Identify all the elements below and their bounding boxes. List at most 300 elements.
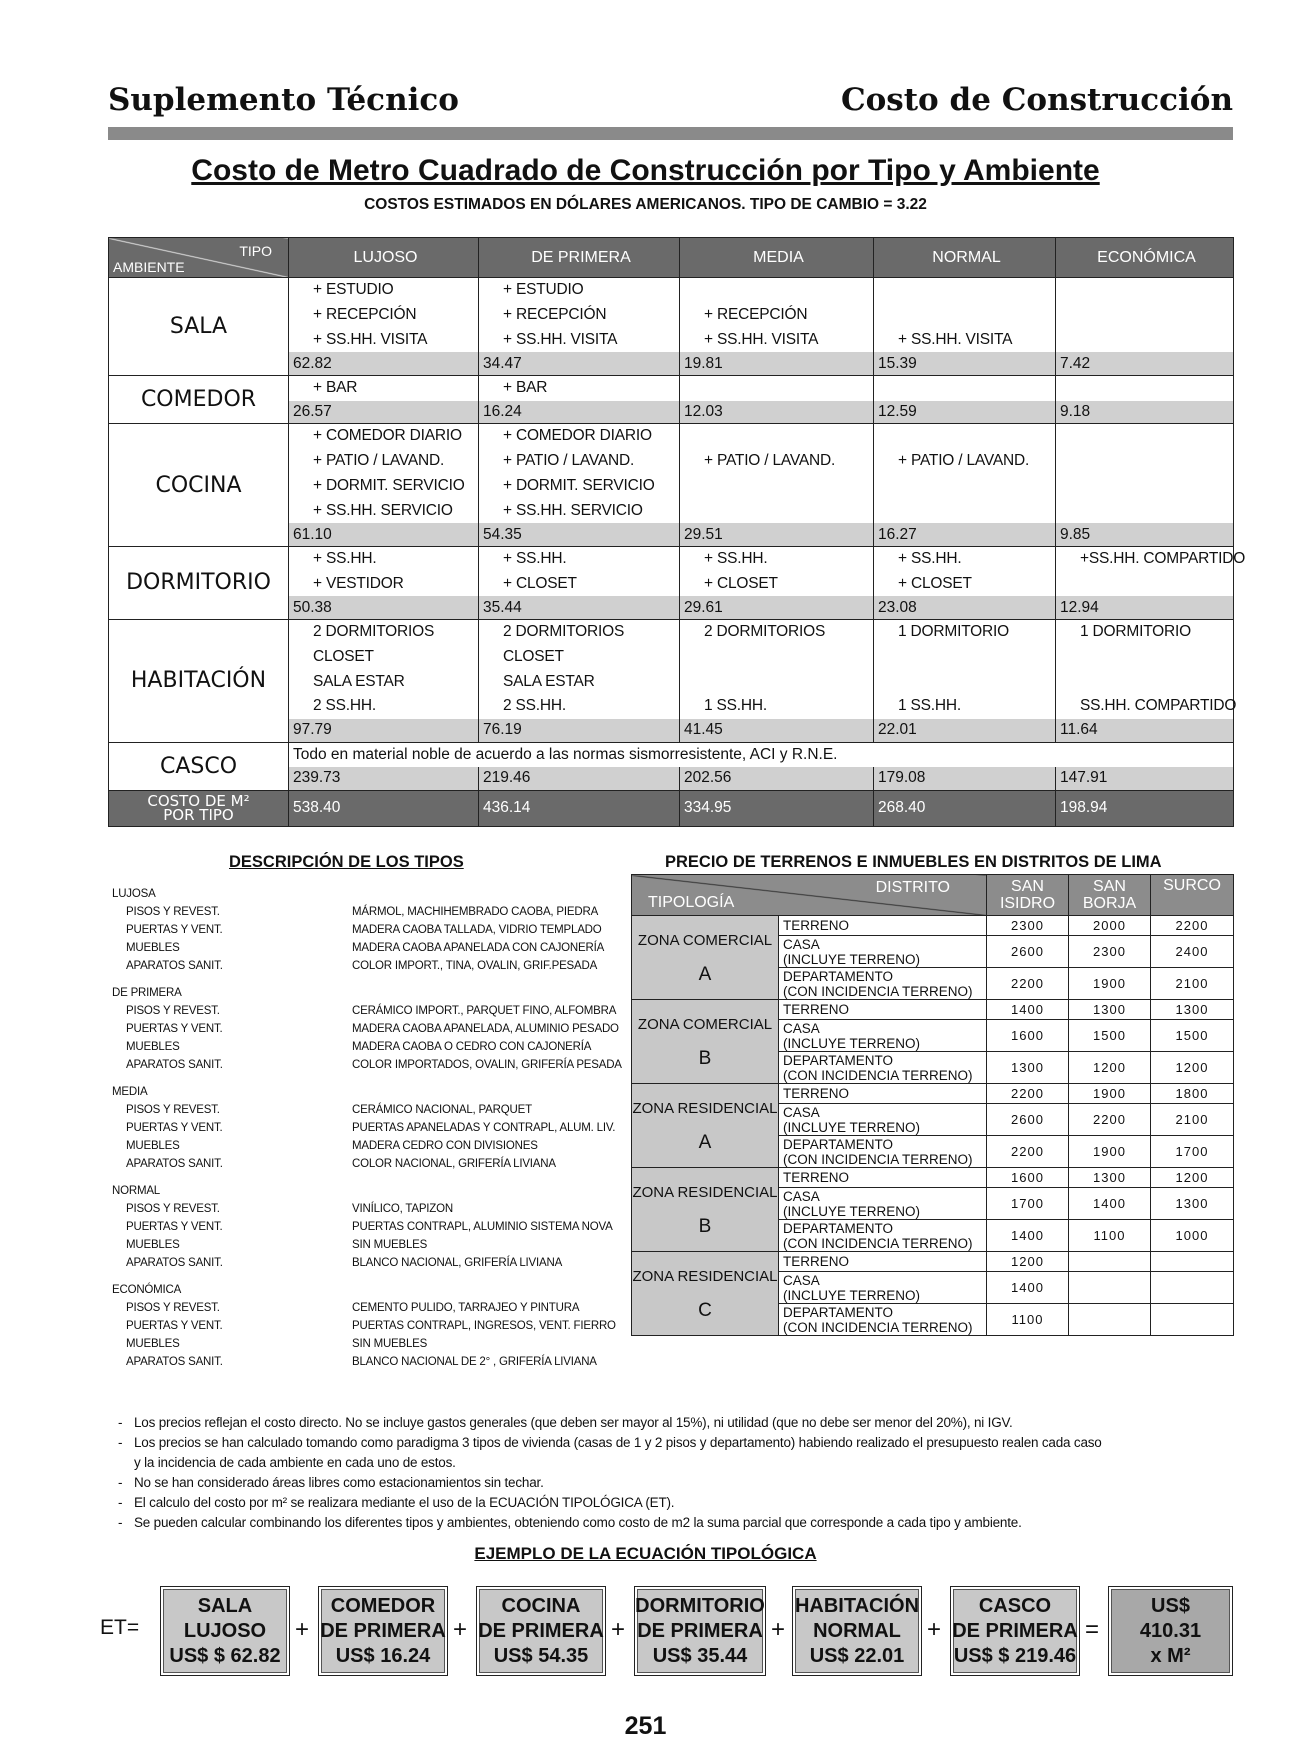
equation-term-line: DE PRIMERA [320,1620,446,1642]
item-line [1056,474,1233,499]
typology-line: CASA [783,1104,820,1120]
note-item: - Los precios reflejan el costo directo. No se incluye gastos generales (que deben ser mayor al 15%), ni utilidad (que no debe ser menor del 20%), ni IGV. [118,1415,1013,1430]
item-line [874,303,1055,328]
desc-value: CERÁMICO NACIONAL, PARQUET [352,1104,532,1116]
ambiente-row [109,619,1234,719]
desc-value: BLANCO NACIONAL, GRIFERÍA LIVIANA [352,1257,563,1269]
item-line [874,474,1055,499]
typology-line: (CON INCIDENCIA TERRENO) [783,1235,973,1251]
item-cell [479,278,680,353]
typology-label [779,936,987,968]
typology-label [779,1220,987,1252]
desc-value: SIN MUEBLES [352,1239,428,1251]
desc-key: APARATOS SANIT. [126,960,223,972]
item-line: + SS.HH. SERVICIO [503,501,643,519]
typology-line: (INCLUYE TERRENO) [783,1287,921,1303]
value-cell: 179.08 [874,767,1056,790]
item-cell [289,619,479,719]
item-line: + PATIO / LAVAND. [503,451,635,469]
item-line: + COMEDOR DIARIO [313,427,462,445]
price-cell: 1300 [1151,1000,1234,1020]
value-cell: 50.38 [289,596,479,619]
price-cell: 2100 [1151,968,1234,1000]
desc-value: PUERTAS APANELADAS Y CONTRAPL, ALUM. LIV. [352,1122,616,1134]
price-cell [1069,1272,1151,1304]
typology-label [779,1168,987,1188]
value-cell: 15.39 [874,352,1056,375]
item-line: + SS.HH. [898,549,962,567]
desc-value: COLOR IMPORTADOS, OVALIN, GRIFERÍA PESADA [352,1059,622,1071]
price-cell: 2000 [1069,916,1151,936]
typology-label [779,1188,987,1220]
zone-letter: B [698,1047,712,1069]
item-line: 2 SS.HH. [503,697,567,715]
price-cell: 1200 [1151,1168,1234,1188]
item-line: 1 SS.HH. [898,697,962,715]
typology-line: TERRENO [783,1254,850,1269]
value-cell: 54.35 [479,523,680,546]
note-item: - Se pueden calcular combinando los diferentes tipos y ambientes, obteniendo como costo de m2 la suma parcial que corresponde a cada tipo y ambiente. [118,1515,1022,1530]
price-cell: 2200 [1069,1104,1151,1136]
value-cell: 16.27 [874,523,1056,546]
plus-sign: + [927,1616,942,1643]
typology-line: (INCLUYE TERRENO) [783,1035,921,1051]
ambiente-name: COMEDOR [109,375,289,423]
zone-name: ZONA COMERCIAL [637,1015,773,1033]
value-cell: 29.51 [680,523,874,546]
typology-label [779,968,987,1000]
equation-term-line: CASCO [978,1595,1052,1617]
district-header: SAN ISIDRO [987,875,1069,916]
item-line [1056,303,1233,328]
equation-term [318,1586,448,1676]
casco-description: Todo en material noble de acuerdo a las normas sismorresistente, ACI y R.N.E. [289,742,1234,767]
item-line: + CLOSET [503,574,577,592]
equation-term-line: US$ 22.01 [809,1645,905,1667]
item-line: + CLOSET [704,574,778,592]
equation-term-line: US$ 35.44 [652,1645,748,1667]
desc-row [112,1002,632,1020]
type-descriptions [112,885,632,1380]
typology-line: (INCLUYE TERRENO) [783,1119,921,1135]
value-cell: 9.85 [1056,523,1234,546]
item-cell [680,375,874,400]
item-line: + SS.HH. [503,549,567,567]
desc-row [112,1020,632,1038]
equation-term-line: NORMAL [813,1620,901,1642]
item-line [874,670,1055,695]
item-cell [479,375,680,400]
item-line [874,424,1055,449]
typology-line: TERRENO [783,1170,850,1185]
equation-term-line: DE PRIMERA [637,1620,763,1642]
item-line [680,376,873,401]
zone-cell [632,1168,779,1252]
price-cell: 1200 [1151,1052,1234,1084]
value-cell: 61.10 [289,523,479,546]
item-line: +SS.HH. COMPARTIDO [1080,549,1246,567]
desc-group-name: MEDIA [112,1086,148,1098]
item-line [680,424,873,449]
item-line: 1 SS.HH. [704,697,768,715]
zone-letter: A [698,963,712,985]
value-cell: 9.18 [1056,401,1234,424]
item-cell [680,278,874,353]
item-line: 2 SS.HH. [313,697,377,715]
zone-name: ZONA COMERCIAL [637,931,773,949]
desc-value: SIN MUEBLES [352,1338,428,1350]
page-number: 251 [624,1712,667,1740]
typology-line: TERRENO [783,1086,850,1101]
desc-row [112,1056,632,1074]
corner-tipo: TIPO [239,243,272,259]
typology-line: DEPARTAMENTO [783,1220,894,1236]
corner-distrito: DISTRITO [875,879,950,896]
ambiente-name: COCINA [109,424,289,547]
item-line: 2 DORMITORIOS [313,622,435,640]
desc-value: COLOR NACIONAL, GRIFERÍA LIVIANA [352,1158,556,1170]
price-cell: 1300 [1151,1188,1234,1220]
price-cell: 1000 [1151,1220,1234,1252]
item-line [1056,499,1233,524]
typology-line: CASA [783,1188,820,1204]
desc-row [112,1101,632,1119]
note-item: y la incidencia de cada ambiente en cada uno de estos. [134,1455,456,1470]
price-cell: 1600 [987,1020,1069,1052]
item-line: + COMEDOR DIARIO [503,427,652,445]
terr-row [632,1168,1234,1188]
corner-tipologia: TIPOLOGÍA [648,894,735,911]
item-line [1056,449,1233,474]
desc-value: PUERTAS CONTRAPL, INGRESOS, VENT. FIERRO [352,1320,616,1332]
item-line: CLOSET [503,647,564,665]
desc-key: PUERTAS Y VENT. [126,1023,223,1035]
zone-name: ZONA RESIDENCIAL [632,1099,778,1117]
district-header: SAN BORJA [1069,875,1151,916]
equation-term-line: COMEDOR [330,1595,436,1617]
item-cell [680,619,874,719]
item-line: + SS.HH. VISITA [503,330,618,348]
desc-group [112,1281,632,1371]
typology-line: DEPARTAMENTO [783,1052,894,1068]
item-line: + SS.HH. VISITA [313,330,428,348]
desc-key: APARATOS SANIT. [126,1257,223,1269]
price-cell: 2600 [987,1104,1069,1136]
item-line [680,645,873,670]
zone-name: ZONA RESIDENCIAL [632,1267,778,1285]
desc-key: PISOS Y REVEST. [126,1104,220,1116]
item-line: + SS.HH. [313,549,377,567]
value-cell: 239.73 [289,767,479,790]
price-cell: 1700 [1151,1136,1234,1168]
equation-term-line: LUJOSO [183,1620,267,1642]
item-line [1056,572,1233,597]
item-cell [479,546,680,596]
land-price-table [631,874,1234,1336]
plus-sign: + [611,1616,626,1643]
desc-key: MUEBLES [126,942,180,954]
item-line [680,670,873,695]
desc-value: MÁRMOL, MACHIHEMBRADO CAOBA, PIEDRA [352,906,599,918]
value-cell: 76.19 [479,719,680,742]
desc-key: PISOS Y REVEST. [126,1302,220,1314]
zone-letter: B [698,1215,712,1237]
item-cell [289,278,479,353]
desc-row [112,1137,632,1155]
value-cell: 219.46 [479,767,680,790]
item-line [1056,645,1233,670]
equation-term [160,1586,290,1676]
equation-term-line: DE PRIMERA [952,1620,1078,1642]
desc-value: MADERA CAOBA APANELADA CON CAJONERÍA [352,942,605,954]
desc-group [112,885,632,975]
typology-line: (INCLUYE TERRENO) [783,1203,921,1219]
desc-title: DESCRIPCIÓN DE LOS TIPOS [229,853,464,871]
price-cell [1151,1304,1234,1336]
price-cell: 1400 [987,1272,1069,1304]
ambiente-name: DORMITORIO [109,546,289,619]
total-cell: 334.95 [680,790,874,826]
total-row [109,790,1234,826]
ambiente-name: CASCO [109,742,289,790]
desc-row [112,1038,632,1056]
desc-key: MUEBLES [126,1140,180,1152]
desc-row [112,939,632,957]
price-cell: 1500 [1151,1020,1234,1052]
item-line: + BAR [503,378,548,396]
item-cell [874,278,1056,353]
total-label-line: COSTO DE M² [147,792,250,811]
total-label-line: POR TIPO [163,806,234,825]
typology-line: CASA [783,1020,820,1036]
value-cell: 11.64 [1056,719,1234,742]
item-line: + SS.HH. VISITA [898,330,1013,348]
typology-line: CASA [783,1272,820,1288]
item-cell [1056,546,1246,596]
item-line: + SS.HH. [704,549,768,567]
equals-sign: = [1085,1616,1100,1643]
typology-label [779,1272,987,1304]
desc-value: COLOR IMPORT., TINA, OVALIN, GRIF.PESADA [352,960,598,972]
price-cell: 2200 [1151,916,1234,936]
item-line: SALA ESTAR [313,672,405,690]
desc-group [112,1083,632,1173]
price-cell: 1200 [987,1252,1069,1272]
desc-value: MADERA CAOBA O CEDRO CON CAJONERÍA [352,1041,592,1053]
ambiente-row [109,375,1234,400]
item-line [1056,424,1233,449]
item-cell [680,546,874,596]
item-line: + RECEPCIÓN [313,305,417,323]
price-cell: 2400 [1151,936,1234,968]
desc-key: PUERTAS Y VENT. [126,1122,223,1134]
equation-prefix: ET= [100,1616,140,1639]
price-cell: 1700 [987,1188,1069,1220]
total-label [109,790,289,826]
desc-row [112,1299,632,1317]
value-cell: 35.44 [479,596,680,619]
value-cell: 7.42 [1056,352,1234,375]
total-cell: 436.14 [479,790,680,826]
price-cell: 1400 [987,1000,1069,1020]
typology-label [779,1136,987,1168]
value-cell: 34.47 [479,352,680,375]
price-cell: 2100 [1151,1104,1234,1136]
price-cell: 2200 [987,1084,1069,1104]
typology-label [779,916,987,936]
zone-cell [632,1000,779,1084]
item-line: SALA ESTAR [503,672,595,690]
desc-key: APARATOS SANIT. [126,1356,223,1368]
item-line: CLOSET [313,647,374,665]
price-cell: 1300 [987,1052,1069,1084]
desc-value: CEMENTO PULIDO, TARRAJEO Y PINTURA [352,1302,580,1314]
item-line [1056,328,1233,353]
desc-value: MADERA CAOBA APANELADA, ALUMINIO PESADO [352,1023,619,1035]
desc-key: PISOS Y REVEST. [126,1005,220,1017]
desc-row [112,903,632,921]
item-cell [874,375,1056,400]
desc-key: PUERTAS Y VENT. [126,1221,223,1233]
equation-title: EJEMPLO DE LA ECUACIÓN TIPOLÓGICA [474,1544,817,1563]
desc-row [112,1155,632,1173]
price-cell: 1200 [1069,1052,1151,1084]
item-line [1056,670,1233,695]
item-line: + PATIO / LAVAND. [898,451,1030,469]
value-cell: 12.94 [1056,596,1234,619]
desc-row [112,1335,632,1353]
item-line: + SS.HH. VISITA [704,330,819,348]
col-header: ECONÓMICA [1056,238,1234,278]
header-left: Suplemento Técnico [108,82,459,118]
value-cell: 97.79 [289,719,479,742]
value-cell: 62.82 [289,352,479,375]
desc-group [112,984,632,1074]
desc-value: BLANCO NACIONAL DE 2° , GRIFERÍA LIVIANA [352,1356,597,1368]
desc-value: PUERTAS CONTRAPL, ALUMINIO SISTEMA NOVA [352,1221,613,1233]
typology-line: (CON INCIDENCIA TERRENO) [783,1151,973,1167]
item-line: + PATIO / LAVAND. [704,451,836,469]
item-line: + ESTUDIO [313,281,394,298]
equation-term-line: US$ $ 62.82 [169,1645,281,1667]
typology-label [779,1084,987,1104]
col-header: NORMAL [874,238,1056,278]
price-cell: 1900 [1069,1084,1151,1104]
desc-row [112,1353,632,1371]
price-cell: 1400 [1069,1188,1151,1220]
equation-term [476,1586,606,1676]
notes [112,1413,1237,1533]
value-cell: 16.24 [479,401,680,424]
equation-term-line: DORMITORIO [635,1595,765,1617]
typology-line: DEPARTAMENTO [783,968,894,984]
item-cell [289,546,479,596]
equation-term-line: DE PRIMERA [478,1620,604,1642]
desc-value: CERÁMICO IMPORT., PARQUET FINO, ALFOMBRA [352,1005,617,1017]
header-divider [108,127,1233,140]
item-line [1056,376,1233,401]
typology-label [779,1000,987,1020]
price-cell: 2200 [987,1136,1069,1168]
plus-sign: + [453,1616,468,1643]
value-cell: 147.91 [1056,767,1234,790]
total-cell: 268.40 [874,790,1056,826]
item-cell [479,619,680,719]
equation-result-line: 410.31 [1139,1620,1202,1642]
equation-term-line: US$ 16.24 [335,1645,431,1667]
item-cell [680,424,874,524]
item-cell [1056,619,1237,719]
desc-row [112,1119,632,1137]
plus-sign: + [295,1616,310,1643]
equation-term-line: US$ $ 219.46 [953,1645,1077,1667]
price-cell: 1600 [987,1168,1069,1188]
note-item: - El calculo del costo por m² se realizara mediante el uso de la ECUACIÓN TIPOLÓGICA (ET). [118,1495,675,1510]
zone-letter: C [698,1299,712,1321]
value-cell: 26.57 [289,401,479,424]
item-line: + PATIO / LAVAND. [313,451,445,469]
typology-line: (CON INCIDENCIA TERRENO) [783,983,973,999]
item-cell [289,424,479,524]
item-line [874,499,1055,524]
item-line [680,278,873,303]
col-header: MEDIA [680,238,874,278]
item-cell [479,424,680,524]
value-cell: 19.81 [680,352,874,375]
ambiente-name: SALA [109,278,289,376]
price-cell: 1400 [987,1220,1069,1252]
value-cell: 202.56 [680,767,874,790]
typology-label [779,1104,987,1136]
equation-result [1108,1586,1233,1676]
item-line: 1 DORMITORIO [1080,622,1191,640]
item-line [874,278,1055,303]
item-line: SS.HH. COMPARTIDO [1080,697,1237,715]
desc-key: MUEBLES [126,1239,180,1251]
desc-key: PUERTAS Y VENT. [126,924,223,936]
terr-corner [632,875,987,916]
desc-value: MADERA CEDRO CON DIVISIONES [352,1140,538,1152]
price-cell: 1500 [1069,1020,1151,1052]
item-cell [874,424,1056,524]
desc-value: MADERA CAOBA TALLADA, VIDRIO TEMPLADO [352,924,602,936]
typology-line: (CON INCIDENCIA TERRENO) [783,1067,973,1083]
desc-key: APARATOS SANIT. [126,1059,223,1071]
typological-equation [100,1586,1235,1678]
desc-row [112,921,632,939]
desc-key: MUEBLES [126,1041,180,1053]
typology-line: TERRENO [783,1002,850,1017]
price-cell: 1100 [1069,1220,1151,1252]
terr-row [632,916,1234,936]
price-cell: 1900 [1069,968,1151,1000]
page-title: Costo de Metro Cuadrado de Construcción por Tipo y Ambiente [191,154,1100,187]
item-line [1056,278,1233,303]
desc-row [112,957,632,975]
price-cell: 1800 [1151,1084,1234,1104]
col-header: DE PRIMERA [479,238,680,278]
ambiente-row [109,278,1234,353]
desc-key: PUERTAS Y VENT. [126,1320,223,1332]
item-line: + VESTIDOR [313,574,404,592]
item-line: 2 DORMITORIOS [704,622,826,640]
item-line [680,499,873,524]
zone-cell [632,1252,779,1336]
casco-row [109,742,1234,767]
equation-term-line: SALA [197,1595,253,1617]
equation-term [792,1586,922,1676]
price-cell: 1900 [1069,1136,1151,1168]
